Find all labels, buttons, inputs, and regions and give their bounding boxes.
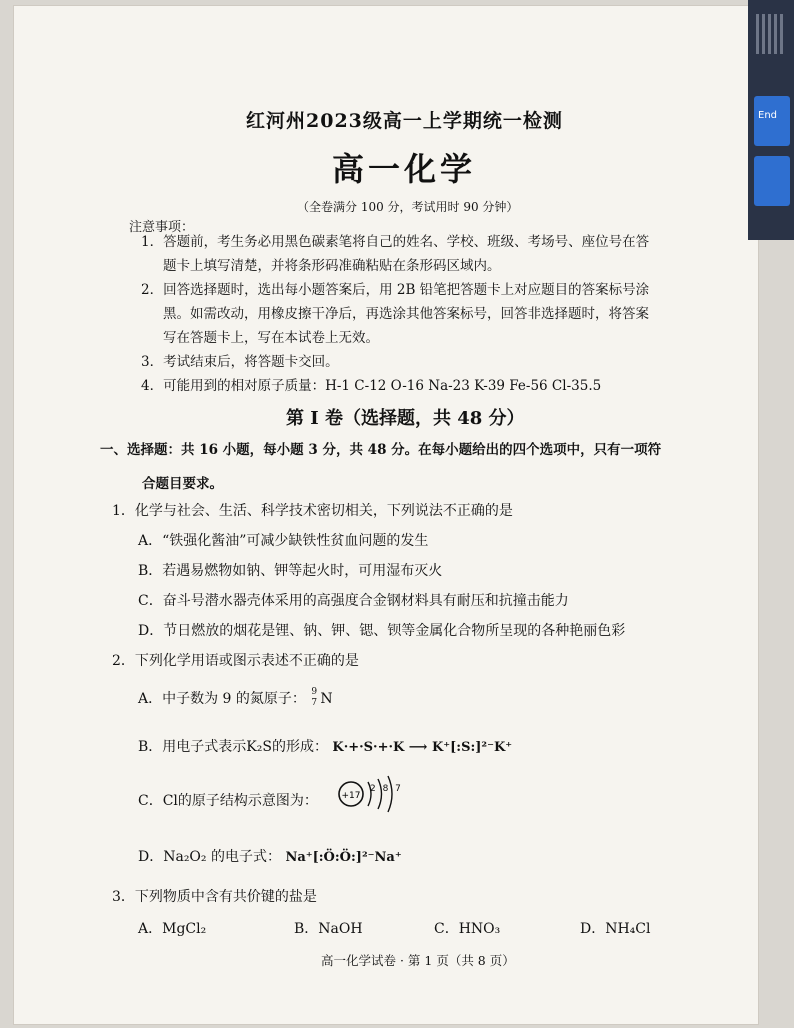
note-line: 黑。如需改动，用橡皮擦干净后，再选涂其他答案标号，回答非选择题时，将答案 [163,306,649,322]
q2-option-a-text: A．中子数为 9 的氮原子： [138,691,306,707]
keyboard-grille [756,14,786,54]
q2-option-b [138,736,512,756]
subject-title: 高一化学 [332,150,477,188]
end-key: End [754,96,790,146]
q2-option-b-text: B．用电子式表示K₂S的形成： [138,739,328,755]
q1-option-d: D．节日燃放的烟花是锂、钠、钾、锶、钡等金属化合物所呈现的各种艳丽色彩 [138,623,626,639]
nuclide-notation: 9 7 [311,687,318,708]
note-line: 3．考试结束后，将答题卡交回。 [141,354,339,370]
notes-heading: 注意事项： [129,220,195,235]
note-line: 1．答题前，考生务必用黑色碳素笔将自己的姓名、学校、班级、考场号、座位号在答 [141,234,650,250]
k2s-formation-formula: K·+·S·+·K ⟶ K⁺[:S:]²⁻K⁺ [332,740,513,755]
exam-paper [14,6,758,1024]
section-title: 第 I 卷（选择题，共 48 分） [286,408,525,429]
question-2-stem: 2．下列化学用语或图示表述不正确的是 [112,653,359,669]
note-line: 4．可能用到的相对原子质量：H-1 C-12 O-16 Na-23 K-39 Fe-56 Cl-35.5 [141,378,602,394]
q3-option-d: D．NH₄Cl [580,921,651,937]
question-1-stem: 1．化学与社会、生活、科学技术密切相关，下列说法不正确的是 [112,503,513,519]
q2-option-d [138,846,402,866]
section-instruction: 合题目要求。 [142,476,223,492]
chlorine-atom-diagram [334,774,404,814]
question-3-stem: 3．下列物质中含有共价键的盐是 [112,889,317,905]
na2o2-electron-formula: Na⁺[:Ö:Ö:]²⁻Na⁺ [285,850,402,865]
keyboard-edge [748,0,794,240]
q1-option-b: B．若遇易燃物如钠、钾等起火时，可用湿布灭火 [138,563,443,579]
q1-option-c: C．奋斗号潜水器壳体采用的高强度合金钢材料具有耐压和抗撞击能力 [138,593,569,609]
note-line: 题卡上填写清楚，并将条形码准确粘贴在条形码区域内。 [163,258,501,274]
q2-option-c-text: C．Cl的原子结构示意图为： [138,793,318,809]
note-line: 写在答题卡上，写在本试卷上无效。 [163,330,379,346]
q3-option-a: A．MgCl₂ [138,921,207,937]
q3-option-b: B．NaOH [294,921,363,937]
nucleus-label: +17 [341,791,361,801]
q2-option-c [138,790,318,810]
q2-option-a: A．中子数为 9 的氮原子： 9 7 N [138,687,333,708]
page-footer: 高一化学试卷 · 第 1 页（共 8 页） [321,953,515,968]
q1-option-a: A．“铁强化酱油”可减少缺铁性贫血问题的发生 [138,533,429,549]
keyboard-key [754,156,790,206]
section-instruction: 一、选择题：共 16 小题，每小题 3 分，共 48 分。在每小题给出的四个选项中，只有一项符 [100,442,662,458]
electron-shells: 2 8 7 [370,784,403,794]
exam-title: 红河州2023级高一上学期统一检测 [246,110,563,132]
note-line: 2．回答选择题时，选出每小题答案后，用 2B 铅笔把答题卡上对应题目的答案标号涂 [141,282,650,298]
q3-option-c: C．HNO₃ [434,921,501,937]
score-info: （全卷满分 100 分，考试用时 90 分钟） [297,200,519,214]
q2-option-d-text: D．Na₂O₂ 的电子式： [138,849,281,865]
